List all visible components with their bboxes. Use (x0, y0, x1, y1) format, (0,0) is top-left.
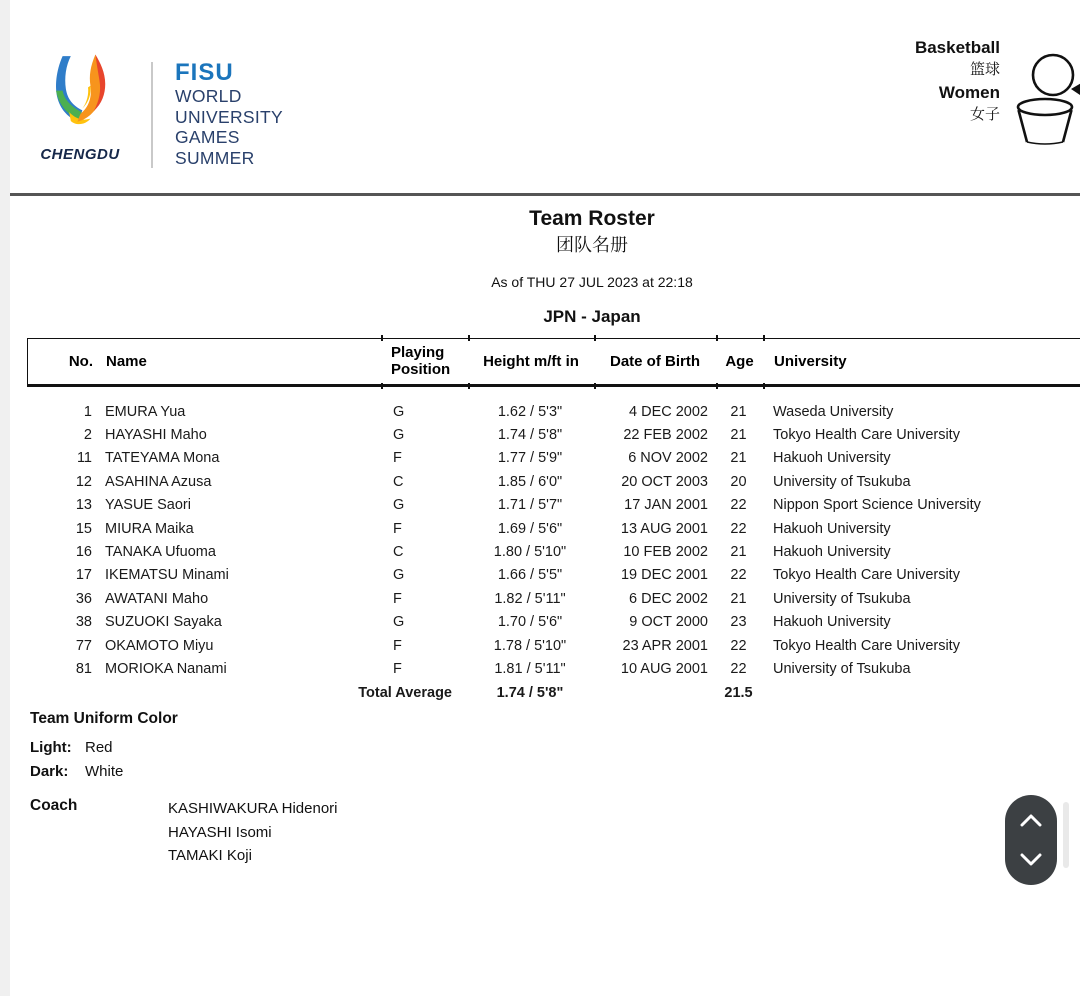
total-average-label: Total Average (358, 685, 452, 702)
uniform-light-value: Red (85, 739, 113, 756)
player-university: Tokyo Health Care University (773, 427, 960, 444)
player-row (27, 447, 1080, 470)
player-number: 77 (75, 637, 92, 654)
player-number: 11 (76, 450, 92, 467)
player-number: 17 (75, 567, 92, 584)
player-row (27, 657, 1080, 680)
player-age: 22 (730, 567, 747, 584)
player-dob: 9 OCT 2000 (629, 614, 708, 631)
player-position: F (393, 520, 402, 537)
scroll-widget (1005, 795, 1057, 885)
player-number: 36 (75, 590, 92, 607)
uniform-dark-value: White (85, 763, 124, 780)
player-number: 12 (75, 473, 92, 490)
player-height: 1.80 / 5'10" (493, 544, 567, 561)
page-edge-strip (0, 0, 10, 996)
player-position: F (393, 590, 402, 607)
page-title: Team Roster (529, 207, 655, 230)
col-header-height: Height m/ft in (483, 353, 579, 370)
player-row (27, 611, 1080, 634)
player-dob: 6 NOV 2002 (628, 450, 708, 467)
player-age: 22 (730, 660, 747, 677)
player-height: 1.81 / 5'11" (494, 660, 566, 677)
scroll-up-button[interactable] (1016, 808, 1046, 834)
logo-divider (151, 62, 153, 168)
uniform-section-title: Team Uniform Color (30, 710, 178, 727)
coach-name: HAYASHI Isomi (168, 823, 272, 841)
fisu-org-line-1: WORLD (175, 86, 242, 106)
player-row (27, 470, 1080, 493)
player-row (27, 423, 1080, 446)
coach-names (168, 797, 338, 868)
player-dob: 22 FEB 2002 (623, 427, 708, 444)
player-age: 22 (730, 520, 747, 537)
player-number: 2 (83, 427, 92, 444)
player-university: Tokyo Health Care University (773, 637, 960, 654)
column-tick (381, 383, 383, 389)
player-name: MIURA Maika (105, 520, 194, 537)
player-height: 1.74 / 5'8" (497, 427, 563, 444)
player-age: 20 (730, 473, 747, 490)
fisu-org-line-2: UNIVERSITY (175, 106, 284, 127)
player-position: G (393, 497, 405, 514)
player-university: Nippon Sport Science University (773, 497, 981, 514)
player-height: 1.69 / 5'6" (497, 520, 563, 537)
player-dob: 20 OCT 2003 (621, 473, 708, 490)
chengdu-wordmark: CHENGDU (40, 146, 120, 163)
player-age: 23 (730, 614, 747, 631)
player-name: MORIOKA Nanami (105, 660, 227, 677)
fisu-title: FISU (175, 59, 234, 86)
player-position: G (393, 614, 405, 631)
player-name: SUZUOKI Sayaka (105, 614, 222, 631)
player-height: 1.77 / 5'9" (497, 450, 563, 467)
player-name: YASUE Saori (105, 497, 191, 514)
uniform-dark-label: Dark: (30, 763, 69, 780)
player-university: Tokyo Health Care University (773, 567, 960, 584)
roster-table-body (27, 400, 1080, 705)
uniform-light-row (30, 739, 113, 756)
player-row (27, 587, 1080, 610)
sport-name-zh: 篮球 (969, 61, 1000, 78)
player-age: 21 (730, 403, 747, 420)
player-name: TANAKA Ufuoma (105, 544, 216, 561)
col-header-university: University (774, 353, 847, 370)
coach-section-label: Coach (30, 797, 78, 814)
player-university: University of Tsukuba (773, 660, 911, 677)
player-height: 1.78 / 5'10" (493, 637, 567, 654)
chevron-down-icon (1020, 853, 1042, 866)
coach-name: KASHIWAKURA Hidenori (168, 800, 338, 817)
player-row (27, 540, 1080, 563)
player-number: 38 (75, 614, 92, 631)
player-university: Hakuoh University (773, 544, 891, 561)
player-dob: 13 AUG 2001 (620, 520, 708, 537)
chengdu-games-logo-icon (38, 52, 120, 144)
fisu-org-line-4: SUMMER (175, 147, 255, 168)
gender-zh: 女子 (969, 106, 1000, 123)
player-name: EMURA Yua (105, 403, 186, 420)
player-position: C (393, 473, 404, 490)
player-number: 81 (75, 660, 92, 677)
player-dob: 23 APR 2001 (622, 637, 708, 654)
player-name: IKEMATSU Minami (105, 567, 229, 584)
title-zone (104, 206, 1080, 327)
player-height: 1.70 / 5'6" (497, 614, 563, 631)
player-name: HAYASHI Maho (105, 427, 207, 444)
page-title-zh: 团队名册 (556, 235, 628, 255)
player-height: 1.71 / 5'7" (497, 497, 563, 514)
col-header-dob: Date of Birth (610, 353, 700, 370)
player-age: 22 (730, 497, 747, 514)
col-header-age: Age (725, 353, 754, 370)
player-age: 21 (730, 450, 747, 467)
total-average-height: 1.74 / 5'8" (496, 685, 564, 702)
column-tick (763, 335, 765, 341)
sport-name-en: Basketball (914, 38, 1000, 57)
player-university: Hakuoh University (773, 614, 891, 631)
player-university: University of Tsukuba (773, 590, 911, 607)
player-position: F (393, 450, 402, 467)
column-tick (468, 383, 470, 389)
player-position: G (393, 427, 405, 444)
player-row (27, 634, 1080, 657)
player-dob: 10 AUG 2001 (620, 660, 708, 677)
player-row (27, 494, 1080, 517)
uniform-dark-row (30, 763, 123, 780)
column-tick (594, 335, 596, 341)
player-number: 16 (75, 544, 92, 561)
col-header-position: Playing Position (391, 344, 451, 378)
event-labels (700, 36, 1000, 126)
basketball-hoop-icon (1013, 52, 1080, 152)
player-age: 21 (730, 427, 747, 444)
team-name: JPN - Japan (543, 307, 641, 326)
as-of-timestamp: As of THU 27 JUL 2023 at 22:18 (491, 274, 693, 290)
player-number: 1 (83, 403, 92, 420)
total-average-age: 21.5 (724, 685, 753, 702)
column-tick (716, 383, 718, 389)
player-row (27, 564, 1080, 587)
column-tick (594, 383, 596, 389)
fisu-wordmark (175, 60, 283, 168)
column-tick (381, 335, 383, 341)
player-age: 21 (730, 544, 747, 561)
fisu-org-line-3: GAMES (175, 127, 240, 147)
player-university: Hakuoh University (773, 520, 891, 537)
player-height: 1.62 / 5'3" (497, 403, 563, 420)
player-height: 1.82 / 5'11" (494, 590, 566, 607)
player-position: G (393, 567, 405, 584)
player-university: Hakuoh University (773, 450, 891, 467)
player-position: F (393, 637, 402, 654)
player-position: G (393, 403, 405, 420)
player-height: 1.66 / 5'5" (497, 567, 563, 584)
player-number: 15 (75, 520, 92, 537)
player-age: 22 (730, 637, 747, 654)
player-name: AWATANI Maho (105, 590, 209, 607)
player-university: University of Tsukuba (773, 473, 911, 490)
player-age: 21 (730, 590, 747, 607)
player-number: 13 (75, 497, 92, 514)
header-divider-rule (10, 193, 1080, 196)
coach-name: TAMAKI Koji (168, 847, 252, 864)
uniform-light-label: Light: (30, 739, 72, 756)
chevron-up-icon (1020, 814, 1042, 827)
player-dob: 4 DEC 2002 (629, 403, 708, 420)
total-average-row (27, 682, 1080, 705)
player-dob: 10 FEB 2002 (623, 544, 708, 561)
column-tick (468, 335, 470, 341)
player-position: C (393, 544, 404, 561)
player-university: Waseda University (773, 403, 894, 420)
col-header-no: No. (68, 353, 93, 370)
player-dob: 19 DEC 2001 (620, 567, 708, 584)
player-position: F (393, 660, 402, 677)
player-dob: 6 DEC 2002 (629, 590, 708, 607)
player-dob: 17 JAN 2001 (624, 497, 708, 514)
player-name: TATEYAMA Mona (105, 450, 220, 467)
player-row (27, 517, 1080, 540)
scroll-down-button[interactable] (1016, 846, 1046, 872)
player-row (27, 400, 1080, 423)
col-header-name: Name (106, 353, 147, 370)
player-name: OKAMOTO Miyu (105, 637, 214, 654)
player-name: ASAHINA Azusa (105, 473, 212, 490)
player-height: 1.85 / 6'0" (497, 473, 563, 490)
column-tick (716, 335, 718, 341)
gender-en: Women (938, 83, 1000, 102)
column-tick (763, 383, 765, 389)
scrollbar-track[interactable] (1063, 802, 1069, 868)
roster-table-header (27, 338, 1080, 387)
